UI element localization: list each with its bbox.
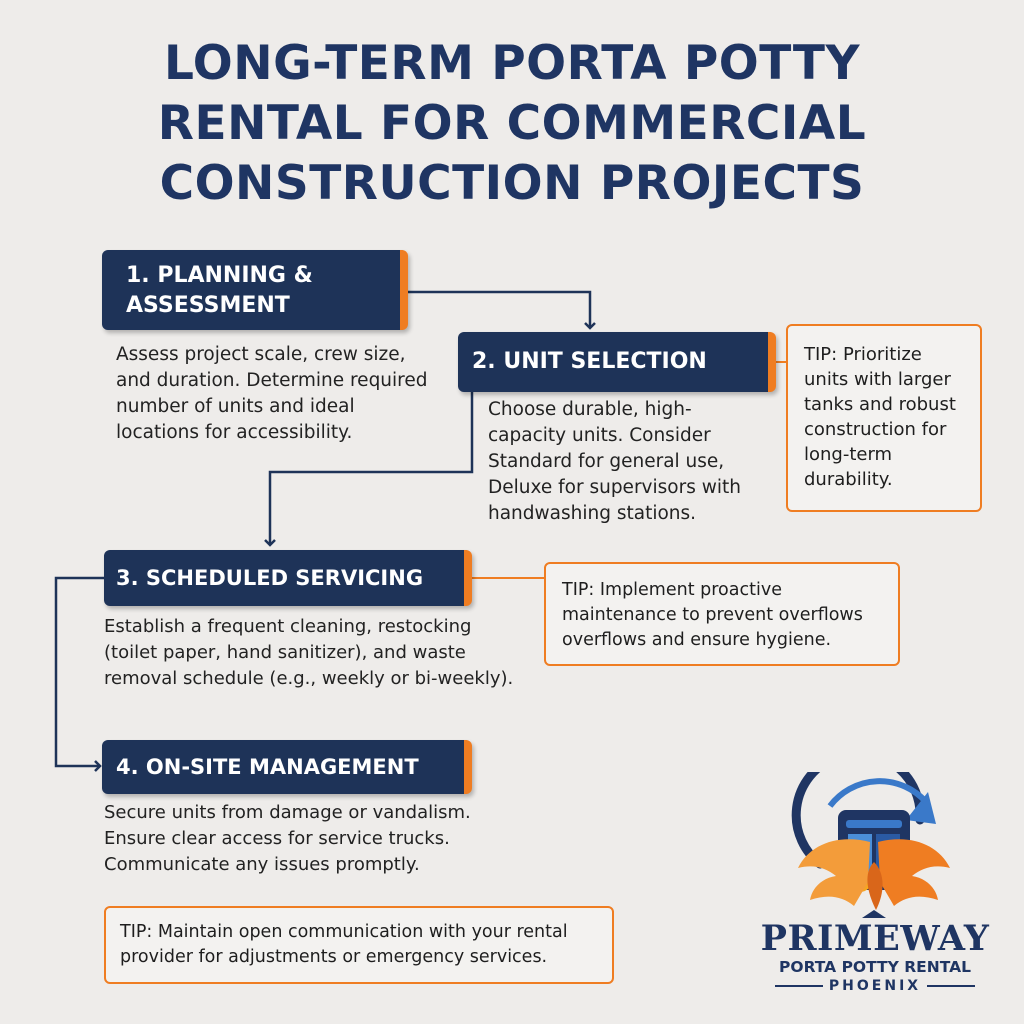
- step-4-desc-line: Communicate any issues promptly.: [104, 854, 420, 875]
- title-line-3: CONSTRUCTION PROJECTS: [159, 156, 865, 211]
- step-2-unit-selection: [458, 332, 776, 392]
- step-3-desc-line: (toilet paper, hand sanitizer), and waste: [104, 642, 466, 663]
- step-1-desc-line: and duration. Determine required: [116, 370, 428, 391]
- tip-1-line: tanks and robust: [804, 394, 956, 415]
- step-1-label-line-1: 1. PLANNING &: [126, 263, 313, 288]
- title-line-1: LONG-TERM PORTA POTTY: [164, 36, 860, 91]
- tip-1-line: construction for: [804, 419, 947, 440]
- tip-1-line: units with larger: [804, 369, 951, 390]
- brand-city: PHOENIX: [828, 978, 922, 994]
- step-4-on-site-management: [102, 740, 472, 794]
- brand-name: PRIMEWAY: [760, 918, 990, 959]
- step-2-desc-line: Deluxe for supervisors with: [488, 477, 741, 498]
- tip-on-site-management: [104, 906, 614, 984]
- tip-1-line: TIP: Prioritize: [804, 344, 922, 365]
- step-1-label-line-2: ASSESSMENT: [126, 293, 290, 318]
- step-1-desc-line: number of units and ideal: [116, 396, 355, 417]
- connector-1-2: [408, 292, 590, 328]
- step-2-description: [488, 397, 741, 527]
- step-1-desc-line: Assess project scale, crew size,: [116, 344, 406, 365]
- brand-divider-left: [775, 985, 823, 987]
- step-1-planning-assessment: [102, 250, 408, 330]
- brand-divider-right: [927, 985, 975, 987]
- step-2-label: 2. UNIT SELECTION: [472, 349, 707, 374]
- tip-unit-selection: [786, 324, 982, 512]
- title-line-2: RENTAL FOR COMMERCIAL: [157, 96, 867, 151]
- step-3-desc-line: removal schedule (e.g., weekly or bi-weekly).: [104, 668, 514, 689]
- step-1-description: [116, 342, 428, 446]
- tip-1-line: long-term: [804, 444, 893, 465]
- step-2-desc-line: Standard for general use,: [488, 451, 725, 472]
- tip-3-line: provider for adjustments or emergency services.: [120, 947, 548, 967]
- tip-2-line: TIP: Implement proactive: [562, 580, 782, 600]
- step-4-desc-line: Ensure clear access for service trucks.: [104, 828, 450, 849]
- step-2-desc-line: capacity units. Consider: [488, 425, 711, 446]
- brand-tagline: PORTA POTTY RENTAL: [779, 958, 971, 976]
- step-4-description: [104, 800, 471, 878]
- tip-scheduled-servicing: [544, 562, 900, 666]
- step-3-description: [104, 614, 513, 692]
- tip-2-line: maintenance to prevent overflows: [562, 605, 863, 625]
- step-3-scheduled-servicing: [104, 550, 472, 606]
- tip-1-line: durability.: [804, 469, 893, 490]
- step-4-desc-line: Secure units from damage or vandalism.: [104, 802, 471, 823]
- brand-city-row: [750, 978, 1000, 994]
- tip-2-line: overflows and ensure hygiene.: [562, 630, 832, 650]
- step-2-desc-line: handwashing stations.: [488, 503, 697, 524]
- tip-3-line: TIP: Maintain open communication with your rental: [120, 922, 568, 942]
- step-3-label: 3. SCHEDULED SERVICING: [116, 566, 424, 590]
- step-3-desc-line: Establish a frequent cleaning, restocking: [104, 616, 472, 637]
- step-2-desc-line: Choose durable, high-: [488, 399, 692, 420]
- step-1-desc-line: locations for accessibility.: [116, 422, 353, 443]
- step-4-label: 4. ON-SITE MANAGEMENT: [116, 755, 419, 779]
- connector-3-4: [56, 578, 104, 766]
